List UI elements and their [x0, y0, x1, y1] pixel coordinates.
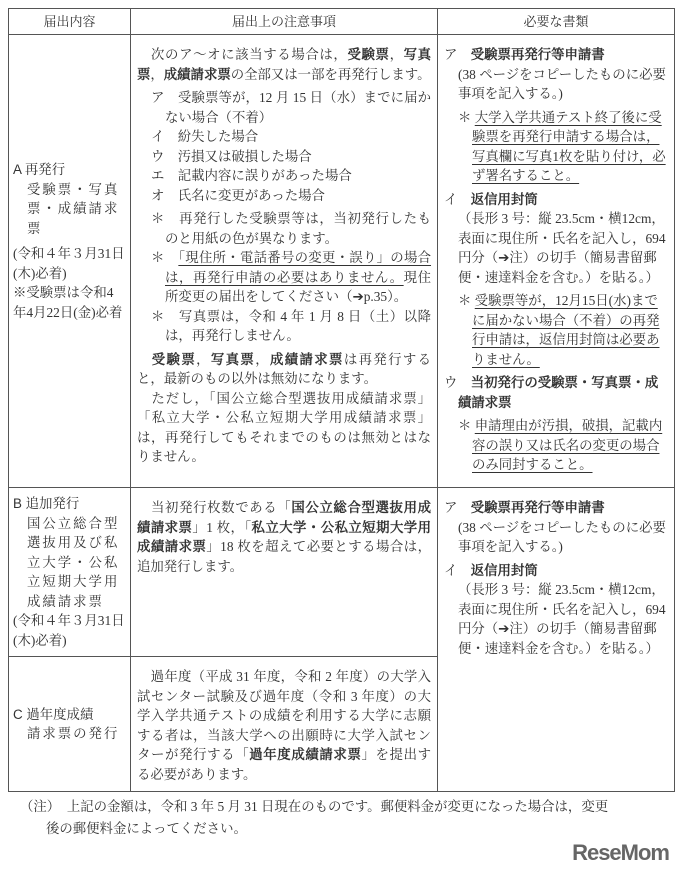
underlined-text: 大学入学共通テスト終了後に受験票を再発行申請する場合は，写真欄に写真1枚を貼り付け，必ず署名すること。: [472, 109, 666, 183]
text: ウ: [444, 375, 471, 390]
additional-title: B 追加発行: [13, 496, 80, 511]
text: (38 ページをコピーしたものに必要事項を記入する。): [458, 519, 666, 554]
text: 」を提出する必要があります。: [137, 747, 432, 782]
header-notes: 届出上の注意事項: [131, 9, 438, 35]
text: ア: [444, 47, 471, 62]
reissue-subtitle: 受験票・写真票・成績請求票: [27, 181, 120, 236]
bold-text: 返信用封筒: [470, 191, 538, 207]
text: (38 ページをコピーしたものに必要事項を記入する。): [458, 66, 666, 101]
additional-deadline: (令和４年３月31日(木)必着): [13, 613, 125, 648]
text: ＊: [458, 109, 475, 125]
paragraph: [137, 498, 431, 576]
text: [137, 352, 152, 367]
paragraph: [137, 248, 431, 307]
paragraph: [137, 88, 431, 127]
bold-text: 成績請求票: [163, 66, 231, 82]
paragraph: [444, 291, 668, 369]
bold-text: 写真票: [137, 47, 432, 82]
text: の全部又は一部を再発行します。: [230, 66, 431, 82]
paragraph: [137, 127, 431, 147]
text: ＊: [458, 293, 475, 308]
paragraph: [444, 108, 668, 186]
text: イ 紛失した場合: [151, 129, 259, 144]
text: ，: [196, 351, 211, 367]
past-year-label-cell: [9, 657, 131, 792]
footnote-line-1: （注） 上記の金額は，令和 3 年 5 月 31 日現在のものです。郵便料金が変更になった場合は，変更: [20, 799, 609, 814]
paragraph: [137, 186, 431, 206]
text: ，: [255, 351, 270, 367]
paragraph: [444, 373, 668, 412]
text: （長形 3 号：縦 23.5cm・横12cm，表面に現住所・氏名を記入し，694 円分（➔注）の切手（簡易書留郵便・速達料金を含む。）を貼る。）: [458, 211, 666, 285]
text: ウ 汚損又は破損した場合: [151, 148, 312, 164]
text: ただし，「国公立総合型選抜用成績請求票」「私立大学・公私立短期大学用成績請求票」は，再発行してもそれまでのものは無効とはなりません。: [137, 390, 431, 464]
paragraph: [137, 389, 431, 467]
bold-text: 国公立総合型選抜用成績請求票: [137, 500, 432, 535]
text: ア 受験票等が，12 月 15 日（水）までに届かない場合（不着）: [151, 90, 431, 125]
bold-text: 過年度成績請求票: [249, 747, 362, 762]
text: ＊: [458, 418, 475, 433]
underlined-text: 受験票等が，12月15日(水)までに届かない場合（不着）の再発行申請は，返信用封筒は必要ありません。: [472, 293, 660, 367]
text: ＊: [151, 250, 179, 265]
footnote: [20, 796, 670, 840]
bold-text: 受験票再発行等申請書: [470, 500, 605, 515]
header-content: 届出内容: [9, 9, 131, 35]
past-year-notes-cell: [131, 657, 438, 792]
underlined-text: 申請理由が汚損，破損，記載内容の誤り又は氏名の変更の場合のみ同封すること。: [472, 418, 663, 472]
text: 」18 枚を超えて必要とする場合は，追加発行します。: [137, 539, 431, 574]
bold-text: 受験票再発行等申請書: [470, 47, 605, 62]
text: オ 氏名に変更があった場合: [151, 187, 325, 203]
text: 現住所変更の届出をしてください（➔p.35）。: [165, 269, 432, 304]
reissue-label-cell: [9, 35, 131, 488]
past-year-subtitle: 請求票の発行: [27, 726, 120, 741]
footnote-line-2: 後の郵便料金によってください。: [46, 821, 247, 836]
additional-subtitle: 国公立総合型選抜用及び私立大学・公私立短期大学用成績請求票: [27, 515, 120, 609]
row-additional: [9, 488, 675, 657]
text: 次のア～オに該当する場合は，: [137, 47, 348, 62]
reissue-title: A 再発行: [13, 162, 66, 177]
paragraph: [444, 580, 668, 658]
reissue-extra-deadline: ※受験票は令和4年4月22日(金)必着: [13, 285, 123, 320]
past-year-title: C 過年度成績: [13, 706, 94, 722]
paragraph: [444, 518, 668, 557]
paragraph: [444, 416, 668, 475]
row-reissue: [9, 35, 675, 488]
reissue-deadline: (令和４年３月31日(木)必着): [13, 246, 125, 281]
additional-label-cell: [9, 488, 131, 657]
bold-text: 成績請求票: [269, 351, 344, 367]
paragraph: [137, 147, 431, 167]
text: （長形 3 号：縦 23.5cm・横12cm，表面に現住所・氏名を記入し，694 円分（➔注）の切手（簡易書留郵便・速達料金を含む。）を貼る。）: [458, 582, 666, 656]
paragraph: [137, 350, 431, 389]
text: 当初発行枚数である「: [137, 500, 292, 515]
notification-table: [8, 8, 675, 792]
text: ＊ 再発行した受験票等は，当初発行したものと用紙の色が異なります。: [151, 211, 431, 246]
bold-text: 返信用封筒: [470, 562, 538, 578]
reissue-docs-cell: [438, 35, 675, 488]
text: イ: [444, 191, 471, 207]
text: ア: [444, 500, 471, 515]
text: ，: [150, 66, 164, 82]
paragraph: [444, 45, 668, 65]
paragraph: [137, 307, 431, 346]
text: エ 記載内容に誤りがあった場合: [151, 168, 352, 183]
additional-notes-cell: [131, 488, 438, 657]
paragraph: [444, 498, 668, 518]
paragraph: [444, 65, 668, 104]
reissue-notes-cell: [131, 35, 438, 488]
paragraph: [137, 209, 431, 248]
text: は再発行すると，最新のもの以外は無効になります。: [137, 351, 432, 386]
paragraph: [444, 561, 668, 581]
paragraph: [137, 667, 431, 784]
resemom-logo: ReseMom: [572, 840, 669, 865]
text: イ: [444, 562, 471, 578]
bold-text: 写真票: [210, 351, 256, 367]
text: 過年度（平成 31 年度，令和 2 年度）の大学入試センター試験及び過年度（令和 3 年度）の大学入学共通テストの成績を利用する大学に志願する者は，当該大学への出願時に大学入試センターが発行する「: [137, 669, 431, 762]
text: ，: [389, 47, 404, 62]
header-documents: 必要な書類: [438, 9, 675, 35]
underlined-text: 「現住所・電話番号の変更・誤り」の場合は，再発行申請の必要はありません。: [165, 250, 432, 285]
paragraph: [137, 166, 431, 186]
text: 」1 枚，「: [192, 519, 252, 535]
bold-text: 私立大学・公私立短期大学用成績請求票: [137, 519, 432, 554]
bold-text: 受験票: [151, 351, 197, 367]
bold-text: 当初発行の受験票・写真票・成績請求票: [458, 375, 659, 410]
bold-text: 受験票: [347, 47, 390, 62]
text: ＊ 写真票は，令和 4 年 1 月 8 日（土）以降は，再発行しません。: [151, 308, 431, 343]
additional-docs-cell: [438, 488, 675, 792]
paragraph: [444, 209, 668, 287]
paragraph: [444, 190, 668, 210]
paragraph: [137, 45, 431, 84]
